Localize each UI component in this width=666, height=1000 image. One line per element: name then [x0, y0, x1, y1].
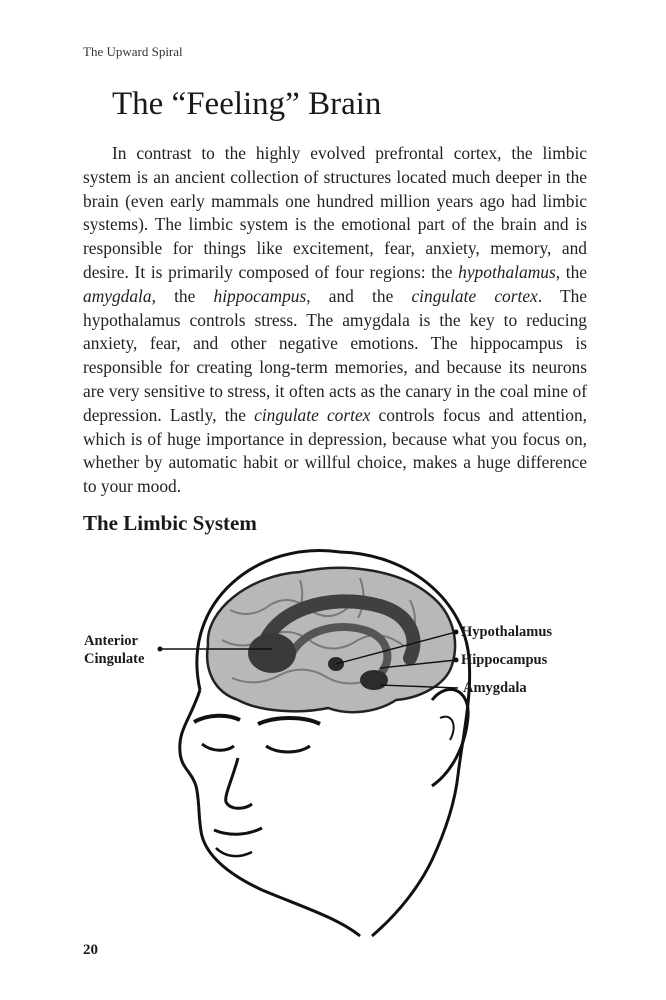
eye-right [266, 746, 310, 752]
italic-term: hippocampus [213, 285, 307, 306]
label-amygdala: Amygdala [463, 680, 527, 696]
text-run: controls focus and attention, which is of huge importance in depression, because what you focus on, whether by automatic habit or willful choice, makes a huge difference to your mood. [83, 404, 587, 497]
ear [432, 689, 468, 786]
page-number: 20 [83, 942, 98, 958]
label-anterior: Anterior [84, 633, 138, 649]
text-run: , and the [306, 285, 412, 306]
limbic-figure [0, 540, 666, 940]
label-cingulate: Cingulate [84, 651, 145, 667]
italic-term: amygdala [83, 285, 152, 306]
head-brain-illustration [0, 540, 666, 940]
face-outline [180, 690, 360, 936]
chin [216, 848, 252, 856]
running-head: The Upward Spiral [83, 44, 183, 59]
text-run: In contrast to the highly evolved prefrontal cortex, the limbic system is an ancient collection of structures located much deeper in the brain (even early mammals one hundred million years ago had limbic systems). The limbic system is the emotional part of the brain and is responsible for things like excitement, fear, anxiety, memory, and desire. It is primarily composed of four regions: the [83, 143, 587, 282]
anterior-cingulate-region [248, 633, 296, 673]
ear-inner [440, 717, 454, 740]
anterior-cingulate-dot [158, 647, 163, 652]
section-heading: The Limbic System [83, 511, 257, 535]
hypothalamus-dot [454, 630, 459, 635]
eye-left [202, 744, 234, 750]
italic-term: cingulate cortex [411, 285, 538, 306]
label-anterior-cingulate [84, 632, 144, 668]
paragraph [83, 142, 587, 499]
chapter-title: The “Feeling” Brain [112, 86, 382, 122]
text-run: . The hypothalamus controls stress. The amygdala is the key to reducing anxiety, fear, and other negative emotions. The hippocampus is responsible for creating long-term memories, and because its neurons are very sensitive to stress, it often acts as the canary in the coal mine of depression. Lastly, the [83, 285, 588, 425]
eyebrow-right [258, 718, 320, 724]
hippocampus-region [360, 670, 388, 690]
italic-term: cingulate cortex [254, 404, 371, 425]
eyebrow-left [194, 716, 240, 722]
nose [226, 758, 252, 808]
text-run: , the [151, 285, 214, 306]
body-text [83, 142, 587, 499]
text-run: , the [555, 261, 587, 282]
italic-term: hypothalamus [458, 261, 556, 282]
hippocampus-dot [454, 658, 459, 663]
label-hippocampus: Hippocampus [461, 652, 548, 668]
label-hypothalamus: Hypothalamus [461, 624, 553, 640]
mouth [214, 828, 262, 834]
